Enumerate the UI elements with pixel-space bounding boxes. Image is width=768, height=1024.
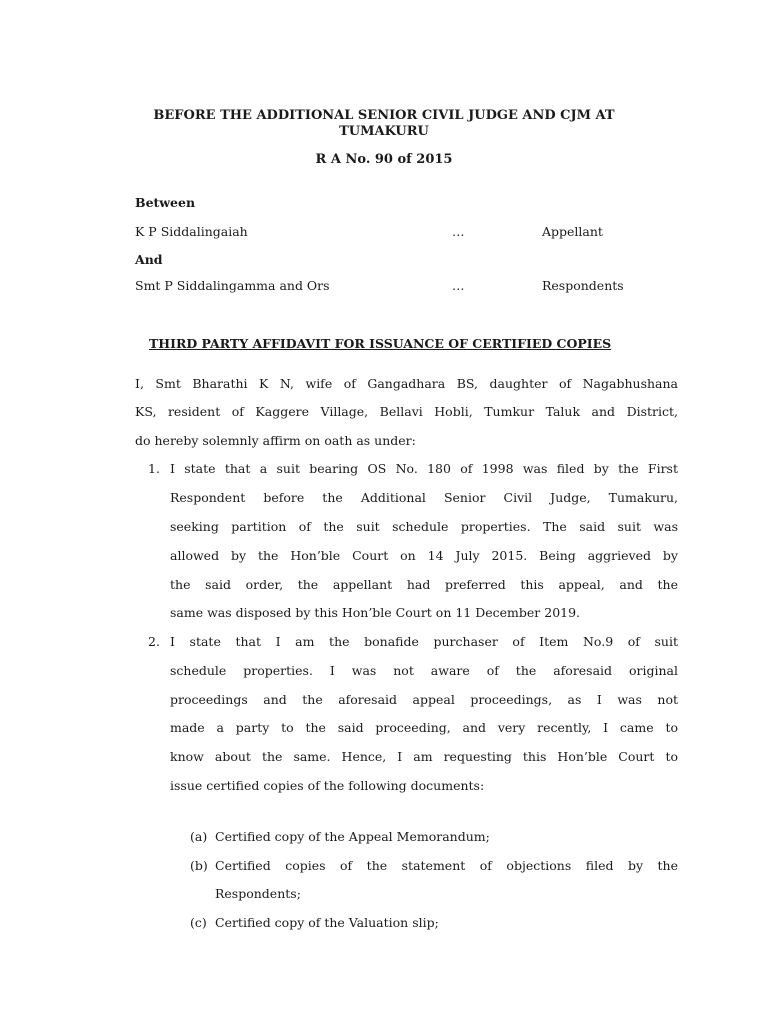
between-label: Between [135, 195, 196, 210]
para1-line-5: the said order, the appellant had preferred this appeal, and the [170, 577, 678, 592]
doc-c-label: (c) [190, 915, 207, 930]
para1-line-4: allowed by the Hon’ble Court on 14 July 2015. Being aggrieved by [170, 548, 678, 563]
para1-line-2: Respondent before the Additional Senior Civil Judge, Tumakuru, [170, 490, 678, 505]
doc-c-text: Certified copy of the Valuation slip; [215, 915, 439, 930]
and-label: And [135, 252, 163, 267]
para1-line-6: same was disposed by this Hon’ble Court on 11 December 2019. [170, 605, 581, 620]
para2-line-2: schedule properties. I was not aware of the aforesaid original [170, 663, 678, 678]
para2-line-6: issue certified copies of the following documents: [170, 778, 485, 793]
para2-number: 2. [148, 634, 160, 649]
intro-line-3: do hereby solemnly affirm on oath as under: [135, 433, 416, 448]
para2-line-1: I state that I am the bonafide purchaser of Item No.9 of suit [170, 634, 678, 649]
intro-line-1: I, Smt Bharathi K N, wife of Gangadhara BS, daughter of Nagabhushana [135, 376, 678, 391]
court-heading-line1: BEFORE THE ADDITIONAL SENIOR CIVIL JUDGE AND CJM AT [153, 108, 615, 123]
para1-line-1: I state that a suit bearing OS No. 180 of 1998 was filed by the First [170, 461, 678, 476]
respondent-separator: … [452, 278, 465, 293]
doc-a-text: Certified copy of the Appeal Memorandum; [215, 829, 490, 844]
doc-b-label: (b) [190, 858, 208, 873]
para2-line-4: made a party to the said proceeding, and very recently, I came to [170, 720, 678, 735]
para2-line-3: proceedings and the aforesaid appeal proceedings, as I was not [170, 692, 678, 707]
appellant-separator: … [452, 224, 465, 239]
case-number: R A No. 90 of 2015 [315, 152, 453, 167]
para1-number: 1. [148, 461, 160, 476]
intro-line-2: KS, resident of Kaggere Village, Bellavi Hobli, Tumkur Taluk and District, [135, 404, 678, 419]
doc-b-line-2: Respondents; [215, 886, 301, 901]
doc-b-line-1: Certified copies of the statement of objections filed by the [215, 858, 678, 873]
court-heading-line2: TUMAKURU [339, 124, 429, 139]
appellant-role: Appellant [542, 224, 603, 239]
para2-line-5: know about the same. Hence, I am requesting this Hon’ble Court to [170, 749, 678, 764]
affidavit-title: THIRD PARTY AFFIDAVIT FOR ISSUANCE OF CERTIFIED COPIES [149, 336, 612, 351]
doc-a-label: (a) [190, 829, 208, 844]
para1-line-3: seeking partition of the suit schedule properties. The said suit was [170, 519, 678, 534]
appellant-name: K P Siddalingaiah [135, 224, 248, 239]
respondent-name: Smt P Siddalingamma and Ors [135, 278, 330, 293]
respondent-role: Respondents [542, 278, 624, 293]
